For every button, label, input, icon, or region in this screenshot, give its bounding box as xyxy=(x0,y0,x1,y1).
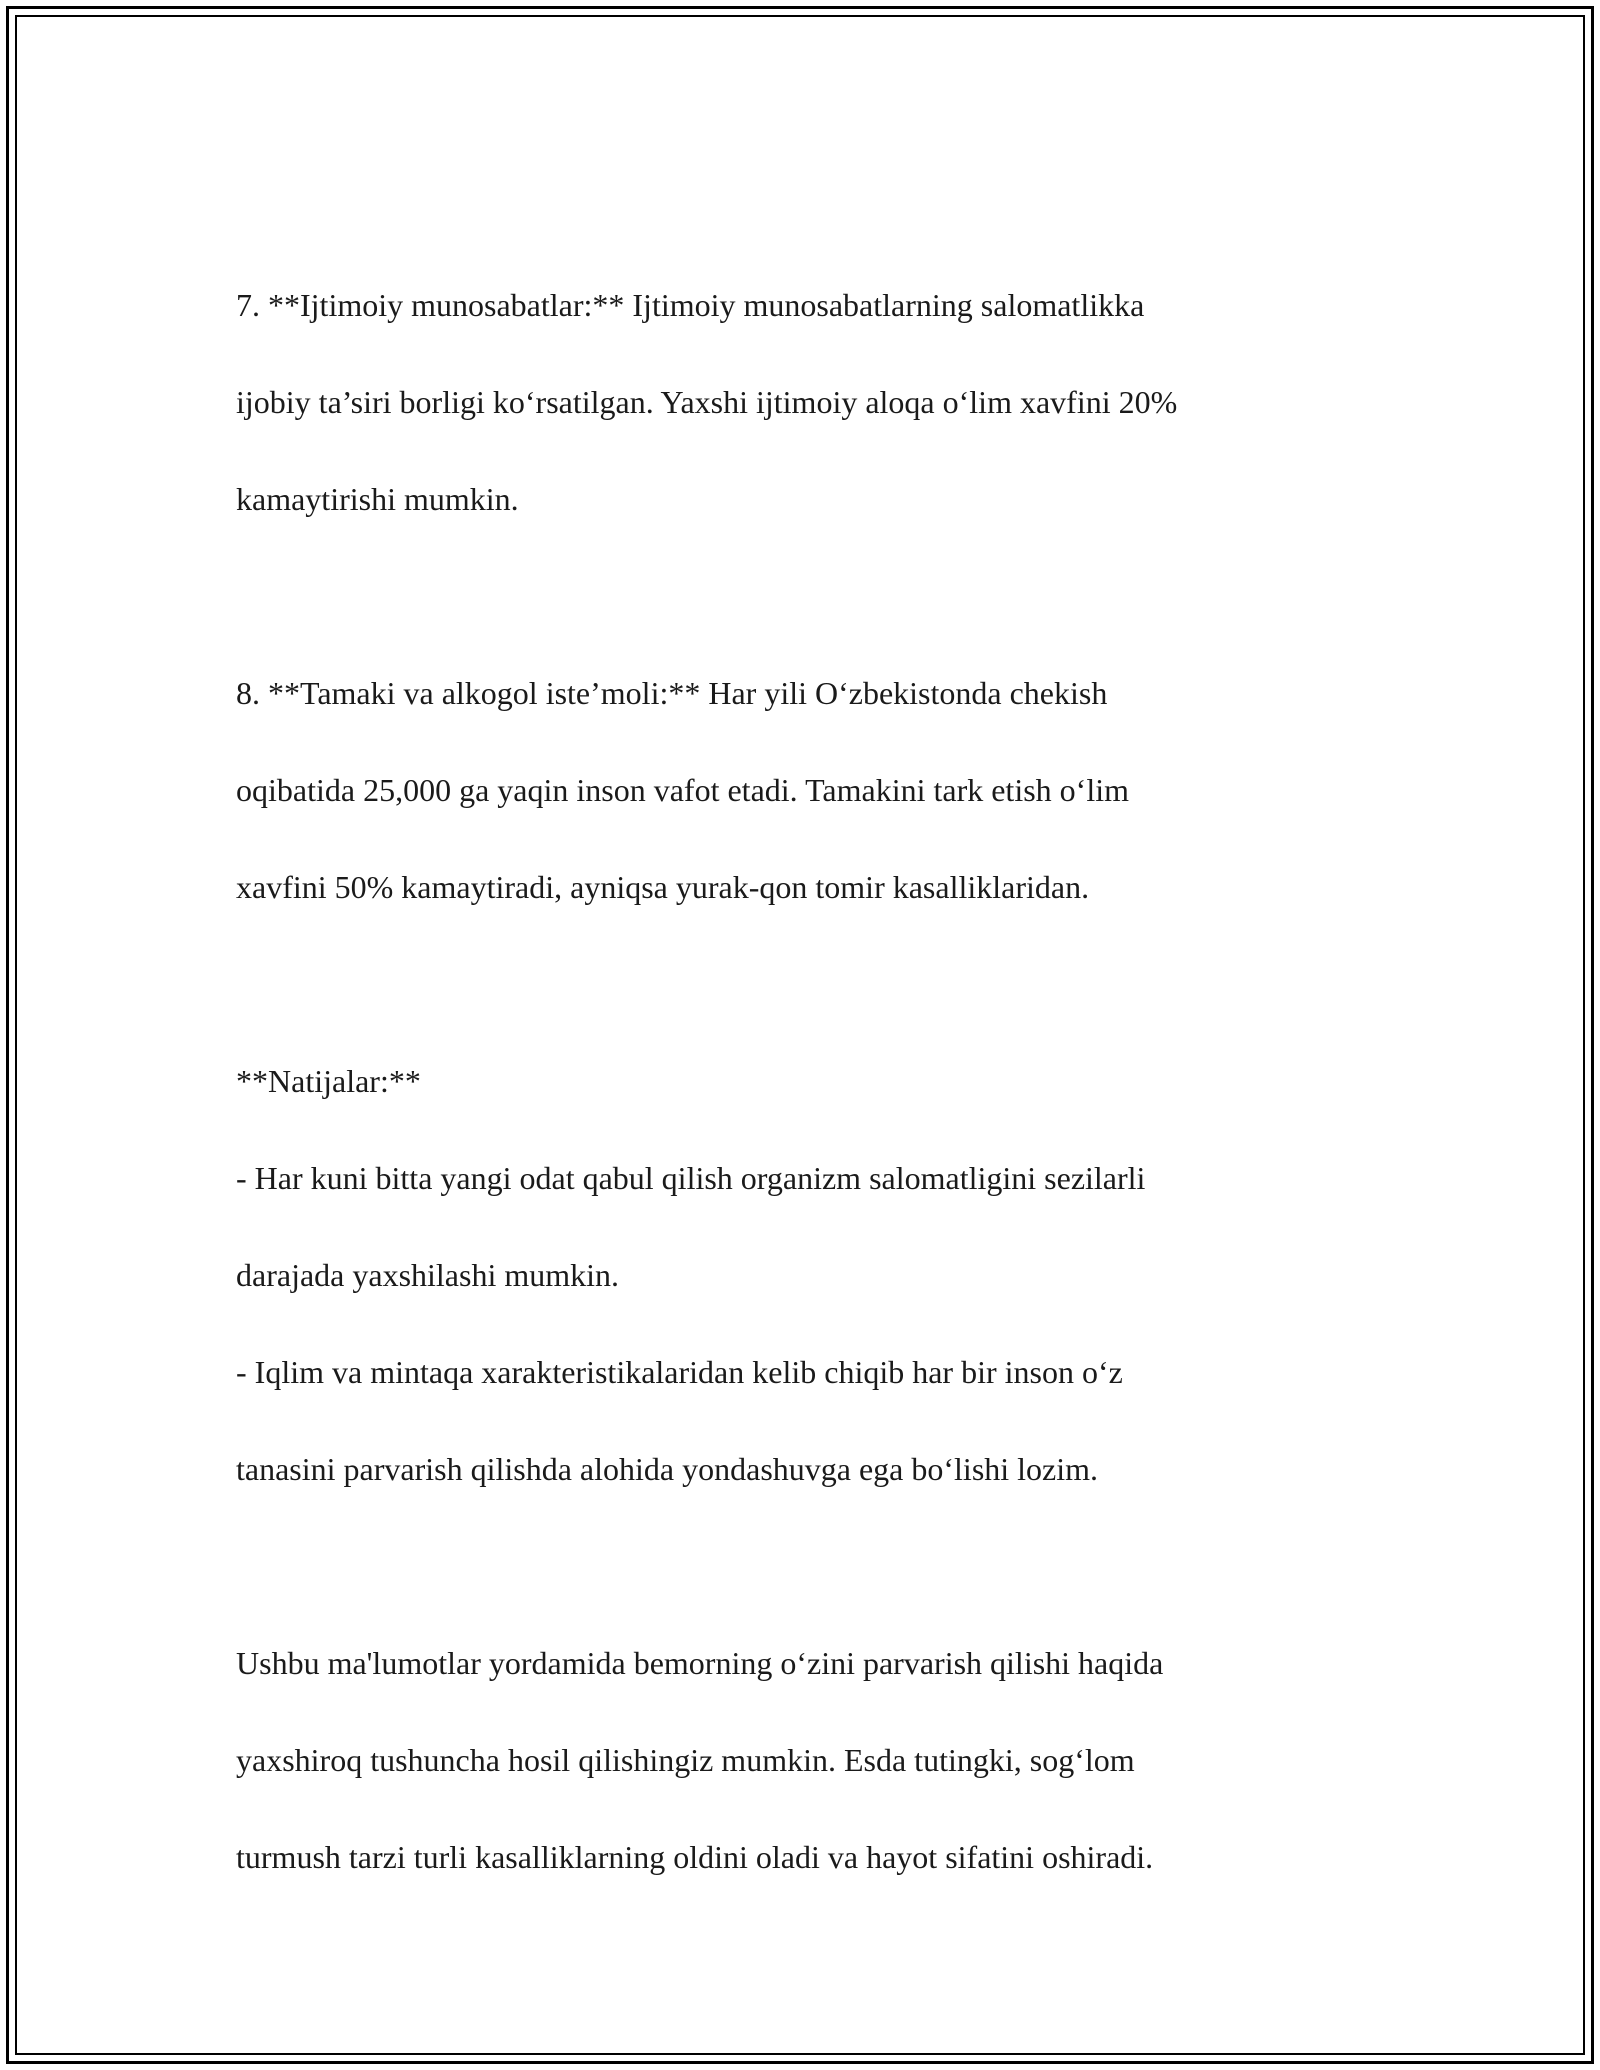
document-body xyxy=(236,232,1376,1978)
paragraph-social-relations xyxy=(236,232,1376,572)
results-item: - Iqlim va mintaqa xarakteristikalaridan kelib chiqib har bir inson o‘z xyxy=(236,1353,1123,1390)
results-heading: **Natijalar:** xyxy=(236,1062,421,1099)
paragraph-tobacco-alcohol xyxy=(236,620,1376,960)
text-line: tanasini parvarish qilishda alohida yondashuvga ega bo‘lishi lozim. xyxy=(236,1450,1099,1487)
paragraph-results xyxy=(236,1008,1376,1542)
results-item: - Har kuni bitta yangi odat qabul qilish organizm salomatligini sezilarli xyxy=(236,1159,1146,1196)
paragraph-conclusion xyxy=(236,1590,1376,1930)
text-line: xavfini 50% kamaytiradi, ayniqsa yurak-qon tomir kasalliklaridan. xyxy=(236,868,1090,905)
text-line: oqibatida 25,000 ga yaqin inson vafot etadi. Tamakini tark etish o‘lim xyxy=(236,771,1129,808)
text-line: kamaytirishi mumkin. xyxy=(236,480,519,517)
text-line: Ushbu ma'lumotlar yordamida bemorning o‘zini parvarish qilishi haqida xyxy=(236,1644,1164,1681)
text-line: 7. **Ijtimoiy munosabatlar:** Ijtimoiy munosabatlarning salomatlikka xyxy=(236,286,1145,323)
text-line: 8. **Tamaki va alkogol iste’moli:** Har yili O‘zbekistonda chekish xyxy=(236,674,1108,711)
text-line: darajada yaxshilashi mumkin. xyxy=(236,1256,620,1293)
text-line: yaxshiroq tushuncha hosil qilishingiz mumkin. Esda tutingki, sog‘lom xyxy=(236,1741,1135,1778)
text-line: ijobiy ta’siri borligi ko‘rsatilgan. Yaxshi ijtimoiy aloqa o‘lim xavfini 20% xyxy=(236,383,1178,420)
text-line: turmush tarzi turli kasalliklarning oldini oladi va hayot sifatini oshiradi. xyxy=(236,1838,1154,1875)
